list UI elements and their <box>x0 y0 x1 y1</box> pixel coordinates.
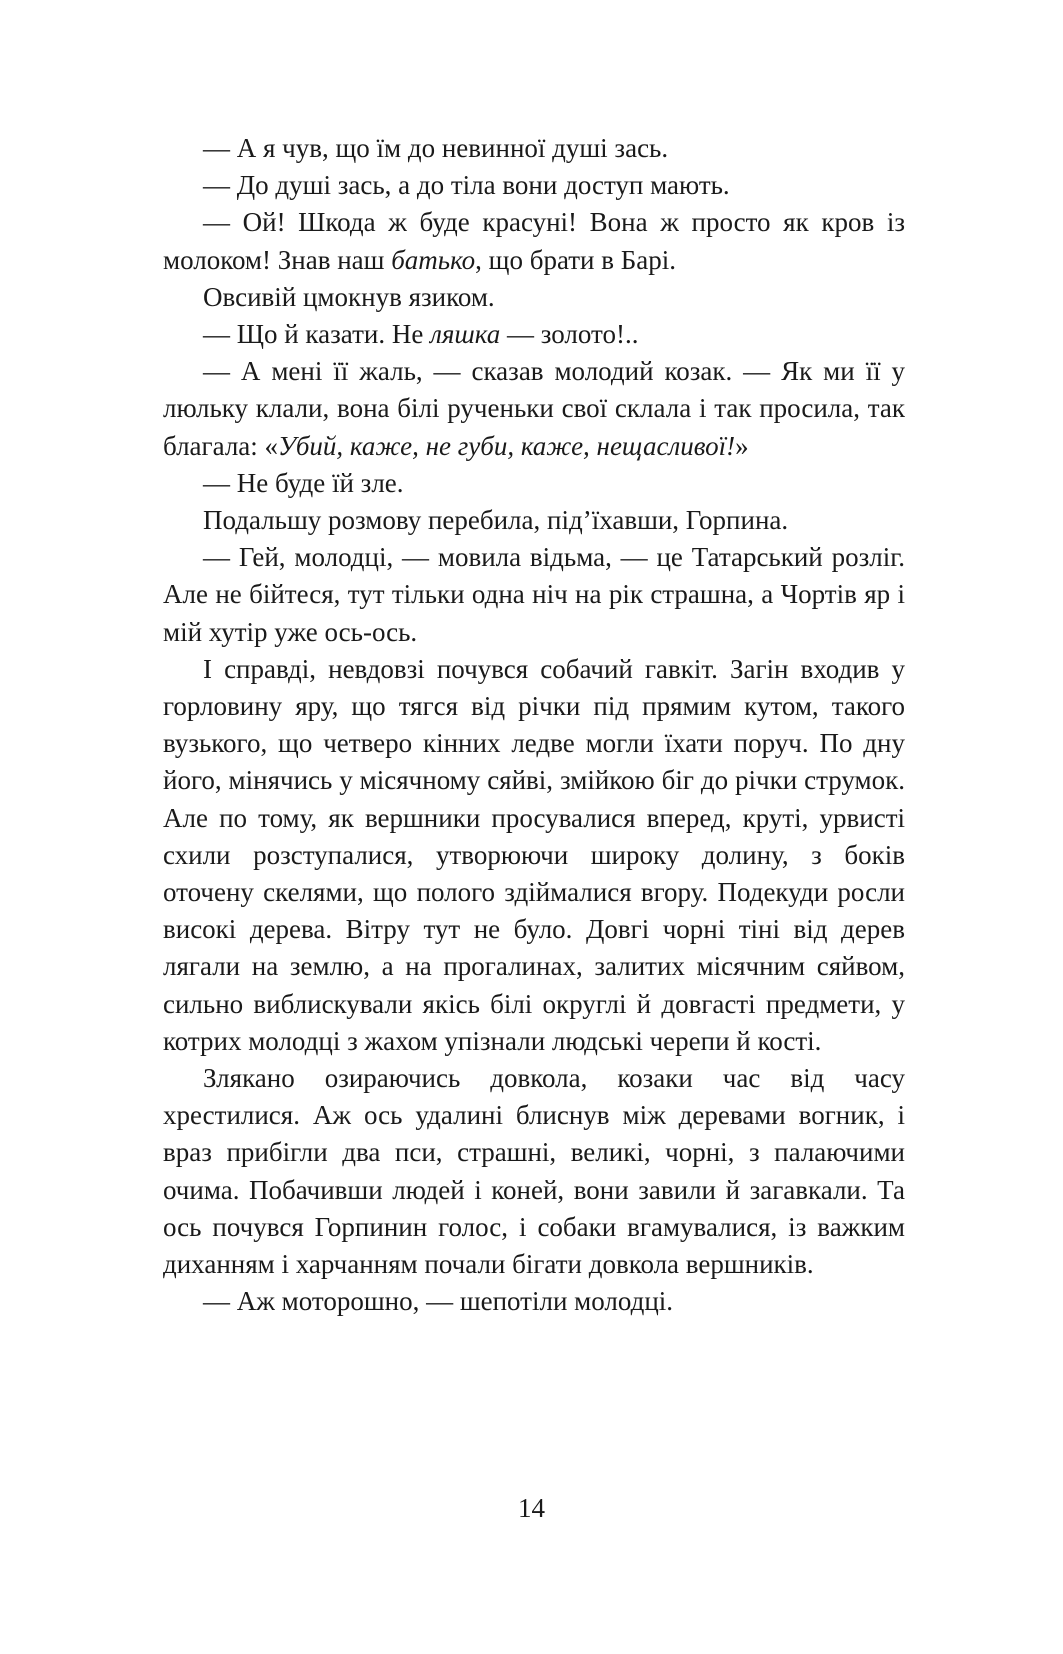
paragraph <box>163 502 905 539</box>
paragraph <box>163 167 905 204</box>
paragraph-text: — А я чув, що їм до невинної душі зась. <box>203 133 669 163</box>
paragraph <box>163 353 905 465</box>
paragraph <box>163 1283 905 1320</box>
paragraph <box>163 651 905 1060</box>
page-number: 14 <box>518 1493 545 1523</box>
italic-emphasis: ляшка <box>430 319 501 350</box>
paragraph-text: — Аж моторошно, — шепотіли молодці. <box>203 1286 674 1317</box>
italic-quote: Убий, каже, не губи, каже, нещасливої! <box>278 430 736 461</box>
paragraph <box>163 204 905 278</box>
paragraph-text: — Що й казати. Не <box>203 319 431 350</box>
paragraph-text: — Не буде їй зле. <box>203 467 404 498</box>
paragraph <box>163 1060 905 1283</box>
paragraph-text: — До душі зась, а до тіла вони доступ мають. <box>203 170 730 201</box>
paragraph-text: Овсивій цмокнув язиком. <box>203 281 495 312</box>
paragraph-text: — Ой! Шкода ж буде красуні! Вона ж просто як кров із молоком! Знав наш <box>163 207 905 275</box>
page-body <box>163 130 905 1321</box>
paragraph-text: І справді, невдовзі почувся собачий гавкіт. Загін входив у горловину яру, що тягся від річки під прямим кутом, такого вузького, що четверо кінних ледве могли їхати поруч. По дну його, мінячись у місячному сяйві, змійкою біг до річки струмок. Але по тому, як вершники просувалися вперед, круті, урвисті схили розступалися, утворюючи широку долину, з боків оточену скелями, що полого здіймалися вгору. Подекуди росли високі дерева. Вітру тут не було. Довгі чорні тіні від дерев лягали на землю, а на прогалинах, залитих місячним сяйвом, сильно виблискували якісь білі округлі й довгасті предмети, у котрих молодці з жахом упізнали людські черепи й кості. <box>163 653 905 1056</box>
paragraph-text: — золото!.. <box>500 319 639 350</box>
paragraph <box>163 130 905 167</box>
paragraph-text: — А мені її жаль, — сказав молодий козак. — Як ми її у люльку клали, вона білі рученьки свої склала і так просила, так благала: « <box>163 356 905 461</box>
paragraph-text: — Гей, молодці, — мовила відьма, — це Татарський розліг. Але не бійтеся, тут тільки одна ніч на рік страшна, а Чортів яр і мій хутір уже ось-ось. <box>163 542 905 647</box>
italic-emphasis: батько <box>391 244 476 275</box>
paragraph-text: » <box>735 430 749 461</box>
paragraph <box>163 539 905 651</box>
paragraph <box>163 316 905 353</box>
paragraph <box>163 465 905 502</box>
paragraph-text: Злякано озираючись довкола, козаки час від часу хрестилися. Аж ось удалині блиснув між деревами вогник, і враз прибігли два пси, страшні, великі, чорні, з палаючими очима. Побачивши людей і коней, вони завили й загавкали. Та ось почувся Горпинин голос, і собаки вгамувалися, із важким диханням і харчанням почали бігати довкола вершників. <box>163 1063 905 1280</box>
paragraph-text: Подальшу розмову перебила, під’їхавши, Горпина. <box>203 505 789 536</box>
paragraph <box>163 279 905 316</box>
paragraph-text: , що брати в Барі. <box>475 244 676 275</box>
